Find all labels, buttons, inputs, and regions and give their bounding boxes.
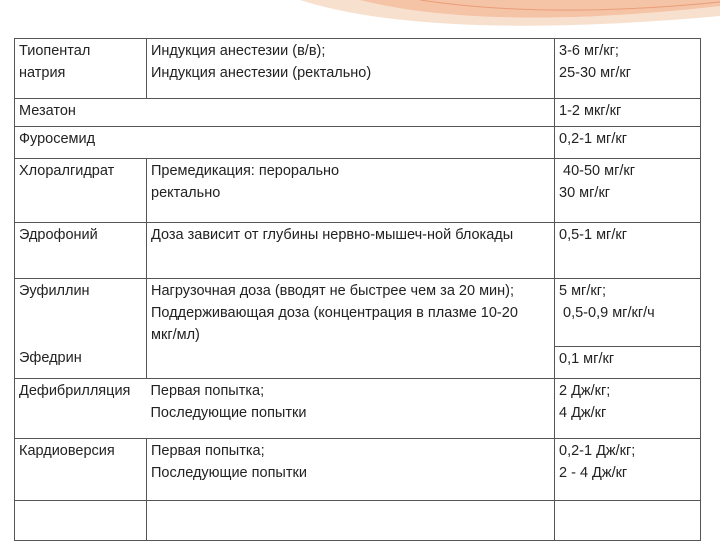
drug-name-cell [15,99,147,127]
table-row [15,378,701,438]
dose-value: 3-6 мг/кг; [559,43,619,59]
dose-value: 30 мг/кг [559,185,611,201]
dose-cell [555,346,701,378]
table-row [15,279,701,347]
dose-value: 0,2-1 мг/кг [559,131,627,147]
indication-text: Последующие попытки [151,464,307,481]
dose-value: 5 мг/кг; [559,283,607,299]
indication-text: ректально [151,185,221,201]
drug-name: Эуфиллин [19,283,90,299]
indication-text: Индукция анестезии (ректально) [151,65,372,81]
indication-text: Премедикация: перорально [151,163,340,179]
drug-dosage-table [14,38,701,541]
drug-name-cell [15,127,147,159]
drug-name: Фуросемид [19,131,96,147]
indication-text: Доза зависит от глубины нервно-мышеч-ной блокады [151,227,514,243]
dose-cell [555,159,701,223]
indication-cell [147,99,555,127]
dose-cell [555,279,701,347]
indication-text: Первая попытка; [150,382,265,399]
drug-name-cell [15,279,147,347]
drug-name-cell [15,159,147,223]
table-row [15,127,701,159]
dose-value: 0,5-0,9 мг/кг/ч [559,305,655,321]
drug-name-cell [15,378,147,438]
table-row [15,159,701,223]
table-row [15,438,701,500]
indication-cell [147,500,555,540]
indication-cell [147,223,555,279]
indication-cell [147,39,555,99]
dose-value: 2 - 4 Дж/кг [559,464,628,481]
drug-name-cell [15,346,147,378]
drug-name: Эфедрин [19,350,82,366]
decorative-header-swoosh [0,0,720,40]
dose-cell [555,99,701,127]
dose-value: 0,2-1 Дж/кг; [559,442,636,459]
drug-name-cell [15,500,147,540]
table-row [15,223,701,279]
dose-value: 1-2 мкг/кг [559,103,622,119]
indication-cell [147,127,555,159]
indication-text: мкг/мл) [151,327,200,343]
dose-value: 2 Дж/кг; [559,382,611,399]
drug-name: Тиопентал [19,43,91,59]
drug-name: Эдрофоний [19,227,98,243]
drug-name-cell [15,438,147,500]
drug-name-cell [15,223,147,279]
table-row [15,346,701,378]
dose-cell [555,500,701,540]
dose-cell [555,378,701,438]
indication-text: Последующие попытки [150,404,307,421]
table-row [15,99,701,127]
dose-value: 4 Дж/кг [559,404,607,421]
drug-name: Дефибрилляция [19,382,131,399]
dose-value: 25-30 мг/кг [559,65,632,81]
drug-name: натрия [19,65,66,81]
indication-text: Первая попытка; [151,442,265,459]
indication-text: Нагрузочная доза (вводят не быстрее чем за 20 мин); [151,283,515,299]
indication-text: Индукция анестезии (в/в); [151,43,326,59]
indication-cell [147,378,555,438]
indication-cell [147,438,555,500]
dose-cell [555,127,701,159]
dose-cell [555,223,701,279]
drug-name: Мезатон [19,103,76,119]
indication-text: Поддерживающая доза (концентрация в плазме 10-20 [151,305,518,321]
dose-value: 40-50 мг/кг [559,163,636,179]
drug-name: Кардиоверсия [19,442,115,459]
indication-cell [147,346,555,378]
drug-name-cell [15,39,147,99]
dose-value: 0,1 мг/кг [559,350,615,367]
dose-value: 0,5-1 мг/кг [559,227,627,243]
dose-cell [555,39,701,99]
drug-name: Хлоралгидрат [19,163,115,179]
table-row [15,500,701,540]
indication-cell [147,279,555,347]
indication-cell [147,159,555,223]
table-row [15,39,701,99]
dose-cell [555,438,701,500]
